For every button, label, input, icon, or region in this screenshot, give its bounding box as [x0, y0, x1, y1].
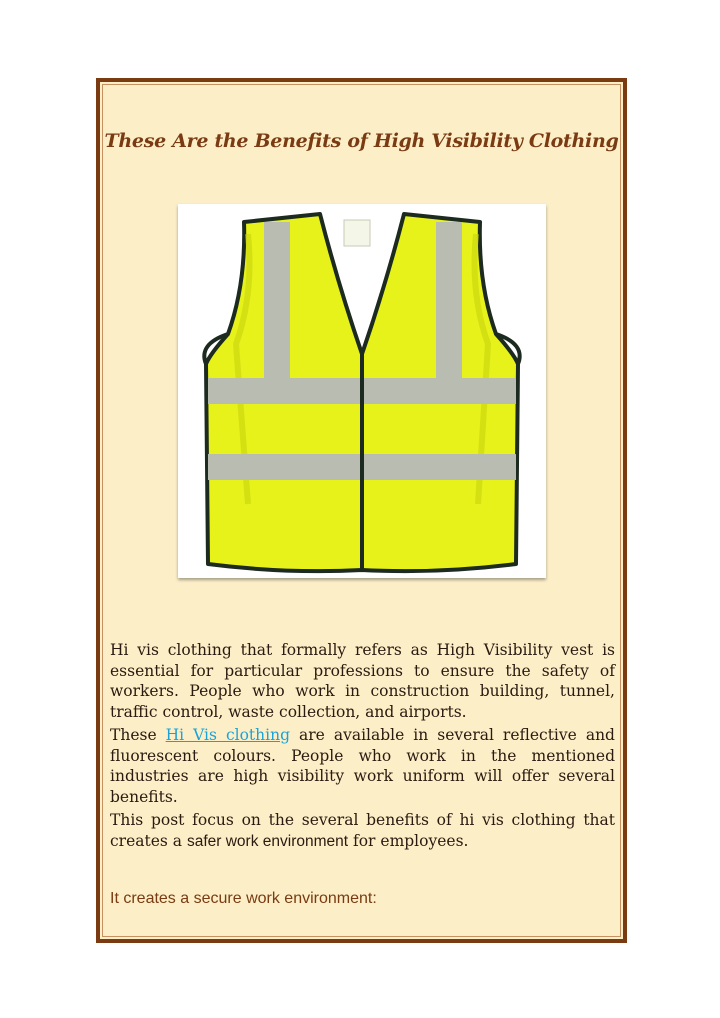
reflective-strip-left [264, 222, 290, 378]
article-body [110, 640, 615, 855]
document-page [96, 78, 627, 943]
page-title: These Are the Benefits of High Visibility Clothing [104, 130, 619, 152]
section-heading: It creates a secure work environment: [110, 890, 377, 907]
vest-photo [178, 204, 546, 578]
hi-vis-vest-image [178, 204, 546, 578]
paragraph-1: Hi vis clothing that formally refers as High Visibility vest is essential for particular professions to ensure the safety of workers. People who work in construction building, tunnel, traffic control, waste collection, and airports. [110, 641, 615, 721]
safer-work-environment-text: safer work environment [186, 832, 349, 850]
vest-label [344, 220, 370, 246]
reflective-strip-right [436, 222, 462, 378]
paragraph-2: These Hi Vis clothing are available in several reflective and fluorescent colours. People who work in the mentioned industries are high visibility work uniform will offer several benefits. [110, 726, 615, 806]
paragraph-3: This post focus on the several benefits of hi vis clothing that creates a safer work environment for employees. [110, 811, 615, 850]
hi-vis-clothing-link[interactable]: Hi Vis clothing [165, 726, 291, 744]
